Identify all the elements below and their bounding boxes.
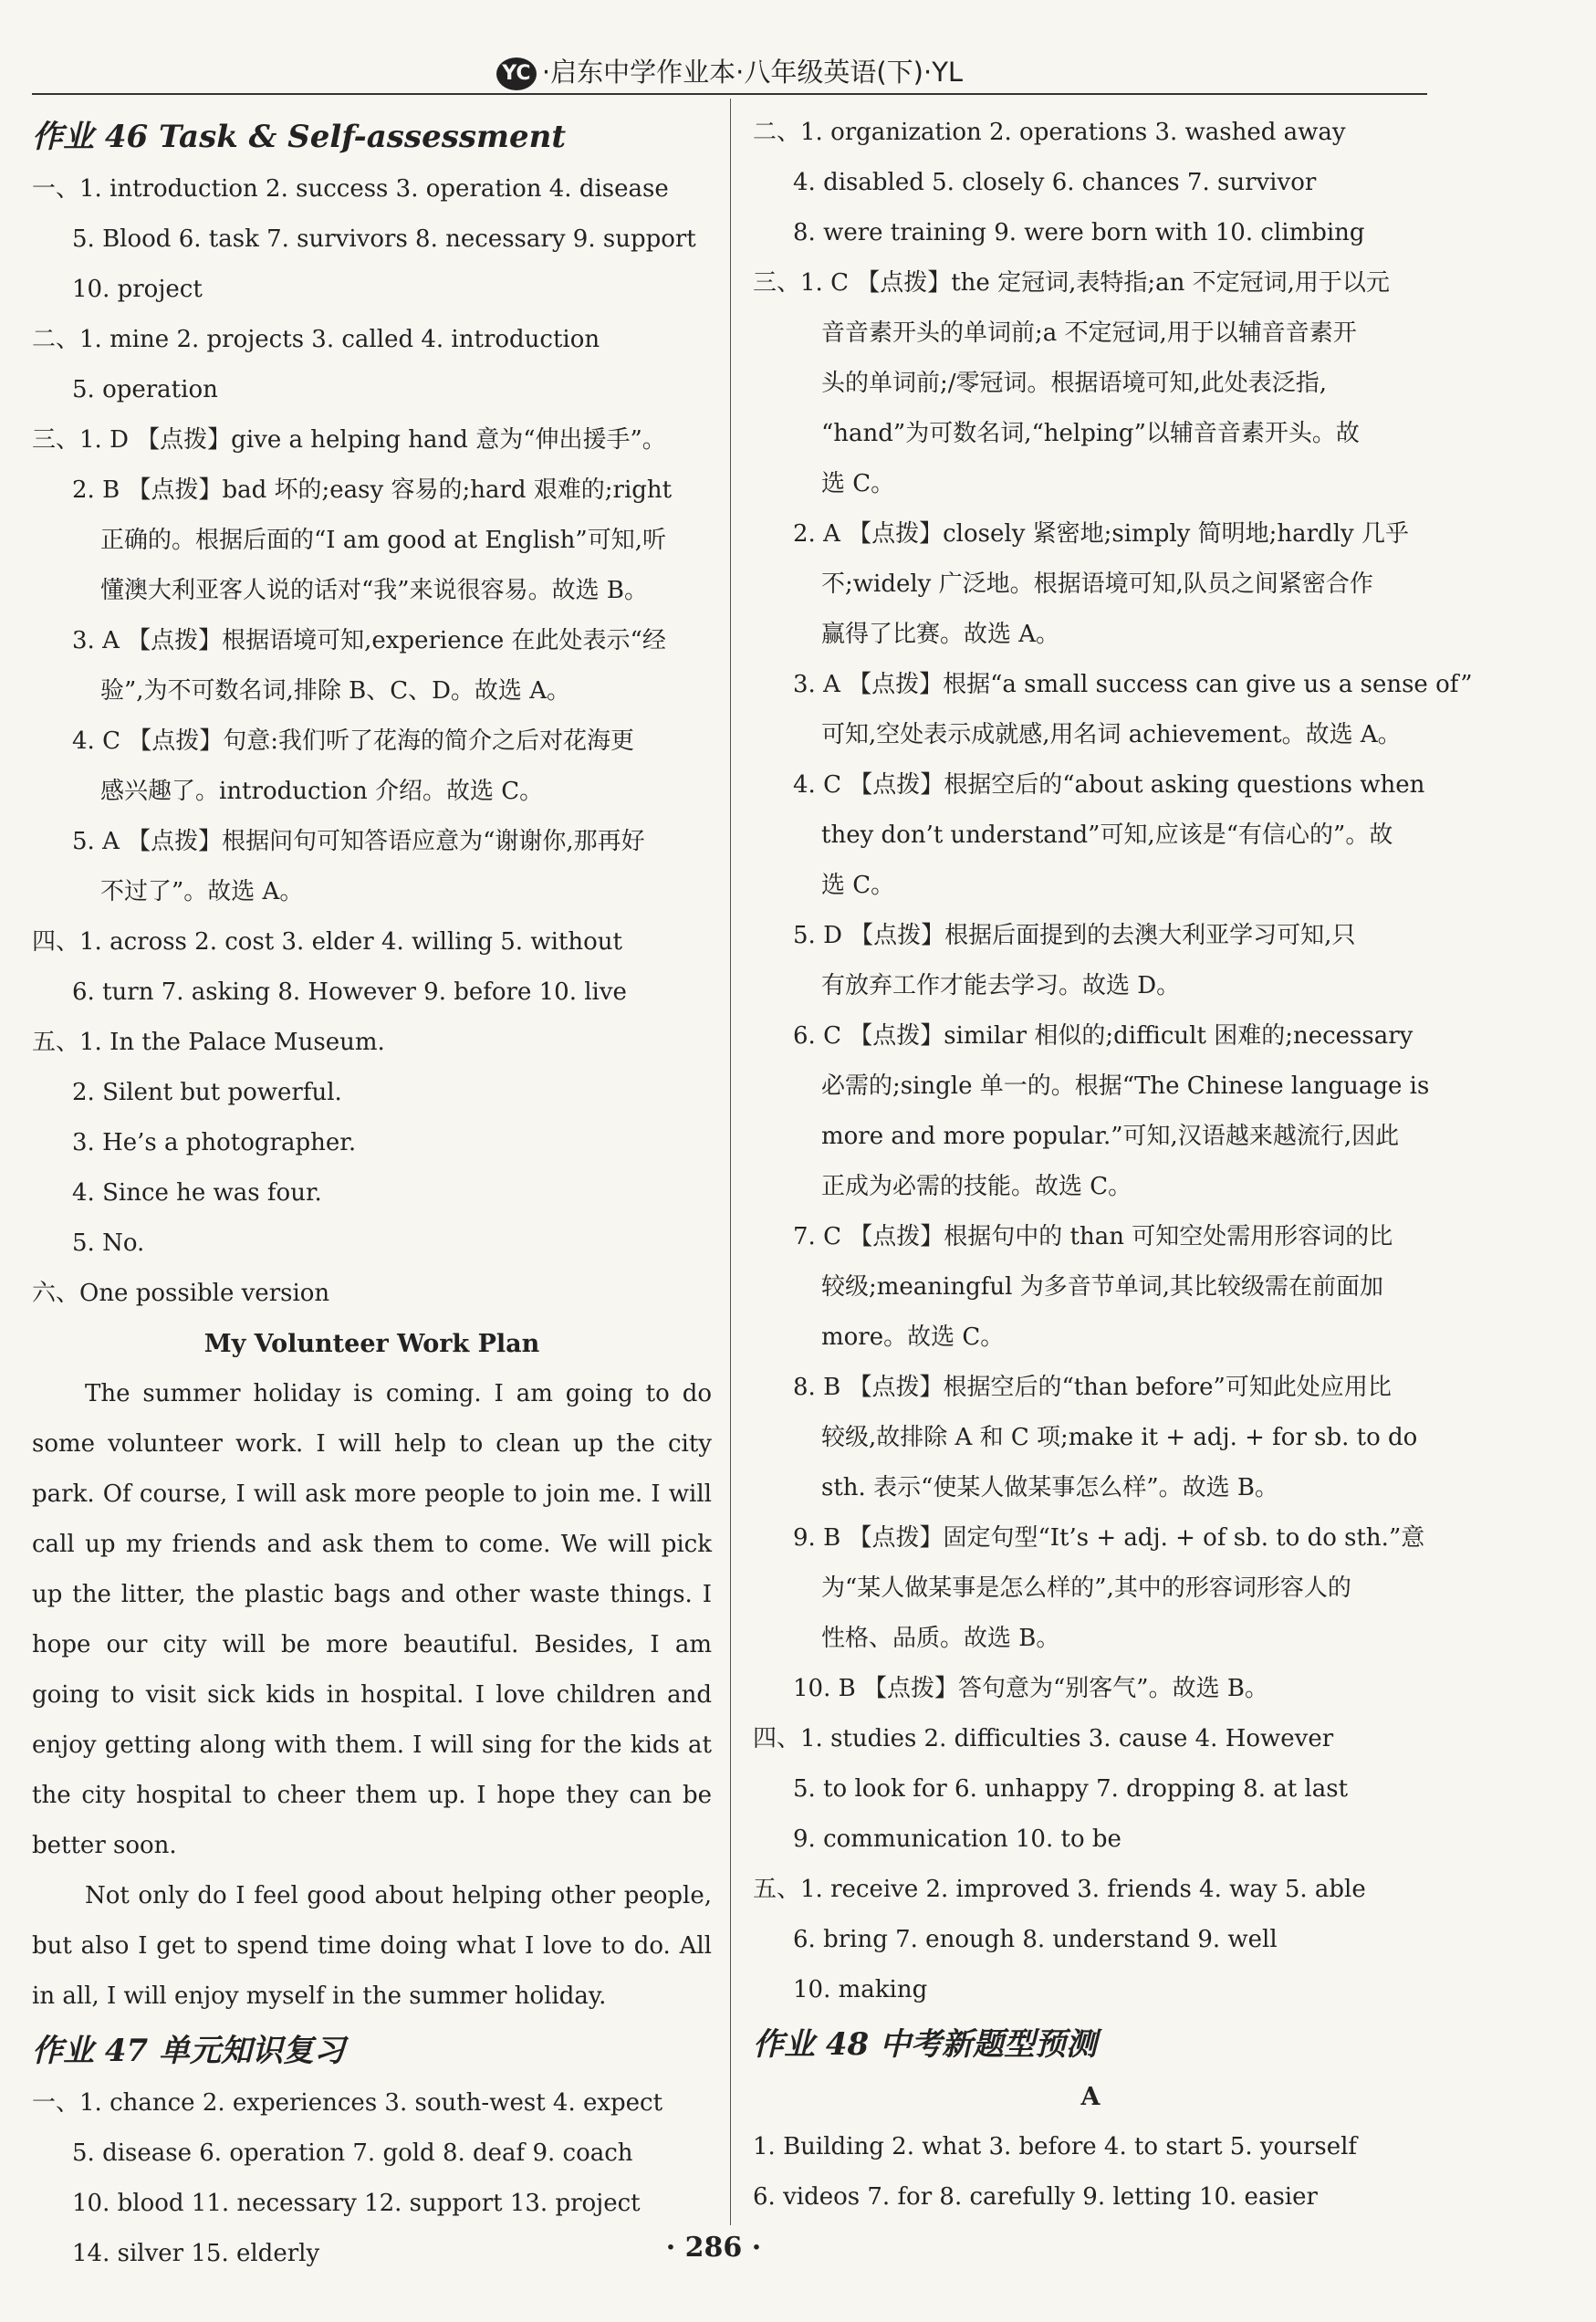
answer-line: 可知,空处表示成就感,用名词 achievement。故选 A。 xyxy=(821,721,1402,748)
essay-title: My Volunteer Work Plan xyxy=(203,1330,540,1358)
answer-line: 8. B 【点拨】根据空后的“than before”可知此处应用比 xyxy=(793,1374,1392,1401)
answer-line: 不过了”。故选 A。 xyxy=(100,878,304,905)
answer-line: 5. disease 6. operation 7. gold 8. deaf 9. coach xyxy=(72,2139,633,2167)
answer-line: 5. Blood 6. task 7. survivors 8. necessary 9. support xyxy=(72,225,696,253)
answer-line: 5. A 【点拨】根据问句可知答语应意为“谢谢你,那再好 xyxy=(72,828,645,855)
page-number: · 286 · xyxy=(665,2232,762,2264)
answer-line: 赢得了比赛。故选 A。 xyxy=(821,621,1060,648)
answer-line: 必需的;single 单一的。根据“The Chinese language is xyxy=(821,1072,1430,1100)
right-column xyxy=(753,108,1473,2223)
answer-line: 10. B 【点拨】答句意为“别客气”。故选 B。 xyxy=(793,1675,1268,1702)
answer-line: more and more popular.”可知,汉语越来越流行,因此 xyxy=(821,1123,1400,1150)
answer-line: sth. 表示“使某人做某事怎么样”。故选 B。 xyxy=(821,1474,1279,1501)
answer-line: 4. C 【点拨】句意:我们听了花海的简介之后对花海更 xyxy=(72,727,634,755)
answer-line: 10. blood 11. necessary 12. support 13. project xyxy=(72,2190,641,2217)
answer-line: 选 C。 xyxy=(821,470,895,497)
header-title: ·启东中学作业本·八年级英语(下)·YL xyxy=(541,57,964,88)
answer-line: 音音素开头的单词前;a 不定冠词,用于以辅音音素开 xyxy=(821,319,1357,347)
answer-line: 五、1. In the Palace Museum. xyxy=(32,1029,385,1056)
answer-line: 三、1. D 【点拨】give a helping hand 意为“伸出援手”。 xyxy=(32,426,666,454)
answer-line: 3. A 【点拨】根据“a small success can give us a sense of” xyxy=(793,671,1473,698)
answer-line: 4. Since he was four. xyxy=(72,1179,322,1207)
answer-line: 头的单词前;/零冠词。根据语境可知,此处表泛指, xyxy=(821,370,1328,397)
answer-line: 一、1. chance 2. experiences 3. south-west 4. expect xyxy=(32,2089,663,2117)
answer-line: 懂澳大利亚客人说的话对“我”来说很容易。故选 B。 xyxy=(100,577,648,604)
answer-line: 五、1. receive 2. improved 3. friends 4. way 5. able xyxy=(753,1876,1366,1903)
page-header xyxy=(32,49,1427,95)
answer-line: 6. turn 7. asking 8. However 9. before 10. live xyxy=(72,978,627,1006)
answer-line: 较级,故排除 A 和 C 项;make it + adj. + for sb. to do xyxy=(821,1424,1418,1451)
section-heading-46: 作业 46 Task & Self-assessment xyxy=(32,119,567,155)
answer-line: 三、1. C 【点拨】the 定冠词,表特指;an 不定冠词,用于以元 xyxy=(753,269,1390,297)
header-rule xyxy=(32,93,1427,95)
answer-line: 3. A 【点拨】根据语境可知,experience 在此处表示“经 xyxy=(72,627,666,654)
answer-line: 不;widely 广泛地。根据语境可知,队员之间紧密合作 xyxy=(821,570,1373,598)
answer-line: 10. making xyxy=(793,1976,928,2003)
answer-line: 四、1. across 2. cost 3. elder 4. willing 5. without xyxy=(32,928,622,956)
answer-line: 一、1. introduction 2. success 3. operation 4. disease xyxy=(32,175,669,203)
answer-line: 正确的。根据后面的“I am good at English”可知,听 xyxy=(100,527,666,554)
answer-line: 5. to look for 6. unhappy 7. dropping 8. at last xyxy=(793,1775,1349,1803)
answer-line: 感兴趣了。introduction 介绍。故选 C。 xyxy=(100,778,544,805)
answer-line: 9. B 【点拨】固定句型“It’s + adj. + of sb. to do sth.”意 xyxy=(793,1524,1425,1552)
section-heading-48: 作业 48 中考新题型预测 xyxy=(753,2026,1097,2063)
answer-line: 6. videos 7. for 8. carefully 9. letting 10. easier xyxy=(753,2183,1318,2211)
answer-line: 为“某人做某事是怎么样的”,其中的形容词形容人的 xyxy=(821,1574,1351,1602)
answer-line: 7. C 【点拨】根据句中的 than 可知空处需用形容词的比 xyxy=(793,1223,1393,1250)
answer-line: 有放弃工作才能去学习。故选 D。 xyxy=(821,972,1181,999)
answer-line: 5. D 【点拨】根据后面提到的去澳大利亚学习可知,只 xyxy=(793,922,1356,949)
answer-line: 3. He’s a photographer. xyxy=(72,1129,357,1156)
answer-line: 14. silver 15. elderly xyxy=(72,2240,320,2267)
answer-line: 验”,为不可数名词,排除 B、C、D。故选 A。 xyxy=(100,677,570,705)
answer-line: 5. operation xyxy=(72,376,218,403)
answer-line: 5. No. xyxy=(72,1229,145,1257)
answer-line: 2. A 【点拨】closely 紧密地;simply 简明地;hardly 几乎 xyxy=(793,520,1409,548)
answer-line: 二、1. organization 2. operations 3. washed away xyxy=(753,119,1346,146)
left-column xyxy=(32,108,712,2279)
answer-line: 六、One possible version xyxy=(32,1280,330,1307)
part-a-label: A xyxy=(1080,2083,1101,2111)
column-divider xyxy=(730,99,731,2225)
publisher-logo: YC xyxy=(496,58,537,90)
answer-line: 6. bring 7. enough 8. understand 9. well xyxy=(793,1926,1278,1953)
answer-line: 9. communication 10. to be xyxy=(793,1825,1121,1853)
answer-line: 10. project xyxy=(72,276,203,303)
answer-line: 4. disabled 5. closely 6. chances 7. survivor xyxy=(793,169,1317,196)
answer-line: 选 C。 xyxy=(821,872,895,899)
answer-line: 四、1. studies 2. difficulties 3. cause 4. However xyxy=(753,1725,1334,1752)
answer-line: 2. B 【点拨】bad 坏的;easy 容易的;hard 艰难的;right xyxy=(72,476,673,504)
essay-paragraph: Not only do I feel good about helping other people, but also I get to spend time doing what I love to do. All in all, I will enjoy myself in the summer holiday. xyxy=(32,1882,712,2010)
answer-line: 性格、品质。故选 B。 xyxy=(821,1625,1060,1652)
answer-line: 8. were training 9. were born with 10. climbing xyxy=(793,219,1365,246)
answer-line: 1. Building 2. what 3. before 4. to start 5. yourself xyxy=(753,2133,1358,2160)
answer-line: 二、1. mine 2. projects 3. called 4. introduction xyxy=(32,326,600,353)
essay-paragraph: The summer holiday is coming. I am going to do some volunteer work. I will help to clean up the city park. Of course, I will ask more people to join me. I will call up my friends and ask them to come. We will pick up the litter, the plastic bags and other waste things. I hope our city will be more beautiful. Besides, I am going to visit sick kids in hospital. I love children and enjoy getting along with them. I will sing for the kids at the city hospital to cheer them up. I hope they can be better soon. xyxy=(32,1380,712,1859)
section-heading-47: 作业 47 单元知识复习 xyxy=(32,2033,345,2069)
answer-line: 较级;meaningful 为多音节单词,其比较级需在前面加 xyxy=(821,1273,1383,1301)
answer-line: 4. C 【点拨】根据空后的“about asking questions when xyxy=(793,771,1425,799)
answer-line: 2. Silent but powerful. xyxy=(72,1079,342,1106)
answer-line: 正成为必需的技能。故选 C。 xyxy=(821,1173,1132,1200)
answer-line: 6. C 【点拨】similar 相似的;difficult 困难的;necessary xyxy=(793,1022,1413,1050)
answer-line: more。故选 C。 xyxy=(821,1323,1005,1351)
answer-line: “hand”为可数名词,“helping”以辅音音素开头。故 xyxy=(821,420,1360,447)
answer-line: they don’t understand”可知,应该是“有信心的”。故 xyxy=(821,821,1393,849)
